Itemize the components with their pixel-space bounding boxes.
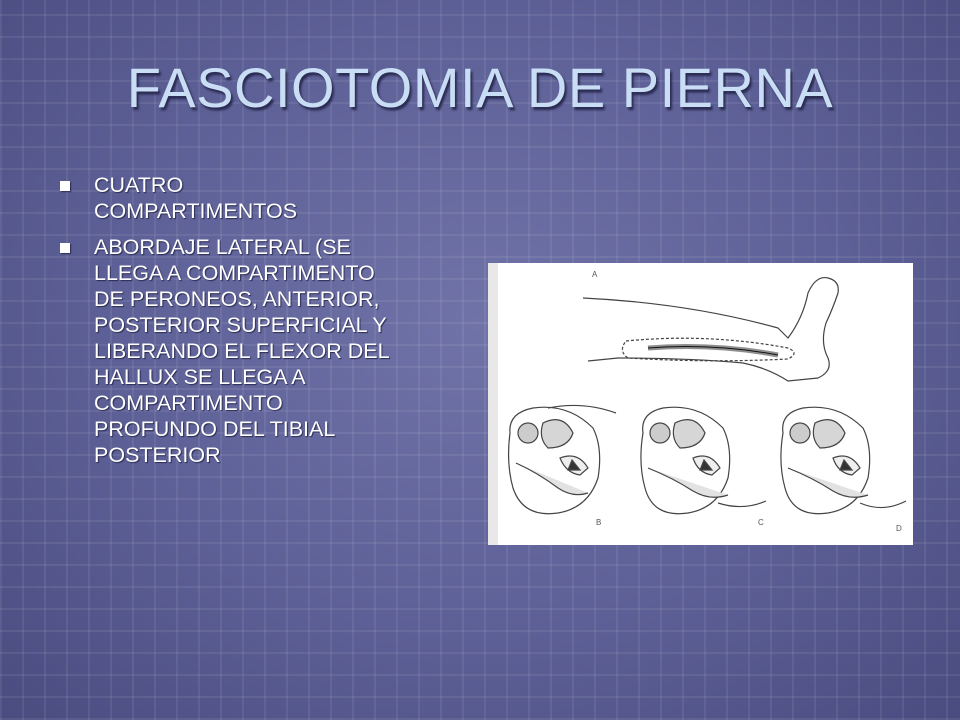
figure-label-b: B	[596, 518, 602, 527]
figure-label-c: C	[758, 518, 764, 527]
figure-label-a: A	[592, 270, 598, 279]
leg-lateral-drawing	[583, 278, 838, 381]
bullet-list	[60, 172, 470, 478]
bullet-item	[60, 234, 470, 468]
illustration-svg	[488, 263, 913, 545]
leg-fasciotomy-illustration	[488, 263, 913, 545]
bullet-text: ABORDAJE LATERAL (SE LLEGA A COMPARTIMENTO DE PERONEOS, ANTERIOR, POSTERIOR SUPERFICIAL Y LIBERANDO EL FLEXOR DEL HALLUX SE LLEGA A COMPARTIMENTO PROFUNDO DEL TIBIAL POSTERIOR	[94, 235, 390, 467]
cross-section-c	[641, 407, 766, 514]
figure-label-d: D	[896, 524, 902, 533]
bullet-text: CUATRO COMPARTIMENTOS	[94, 173, 298, 223]
bullet-item	[60, 172, 470, 224]
cross-section-b	[509, 405, 616, 513]
square-bullet-icon	[60, 181, 70, 191]
slide-title: FASCIOTOMIA DE PIERNA	[126, 56, 834, 119]
cross-section-d	[781, 407, 906, 514]
square-bullet-icon	[60, 243, 70, 253]
